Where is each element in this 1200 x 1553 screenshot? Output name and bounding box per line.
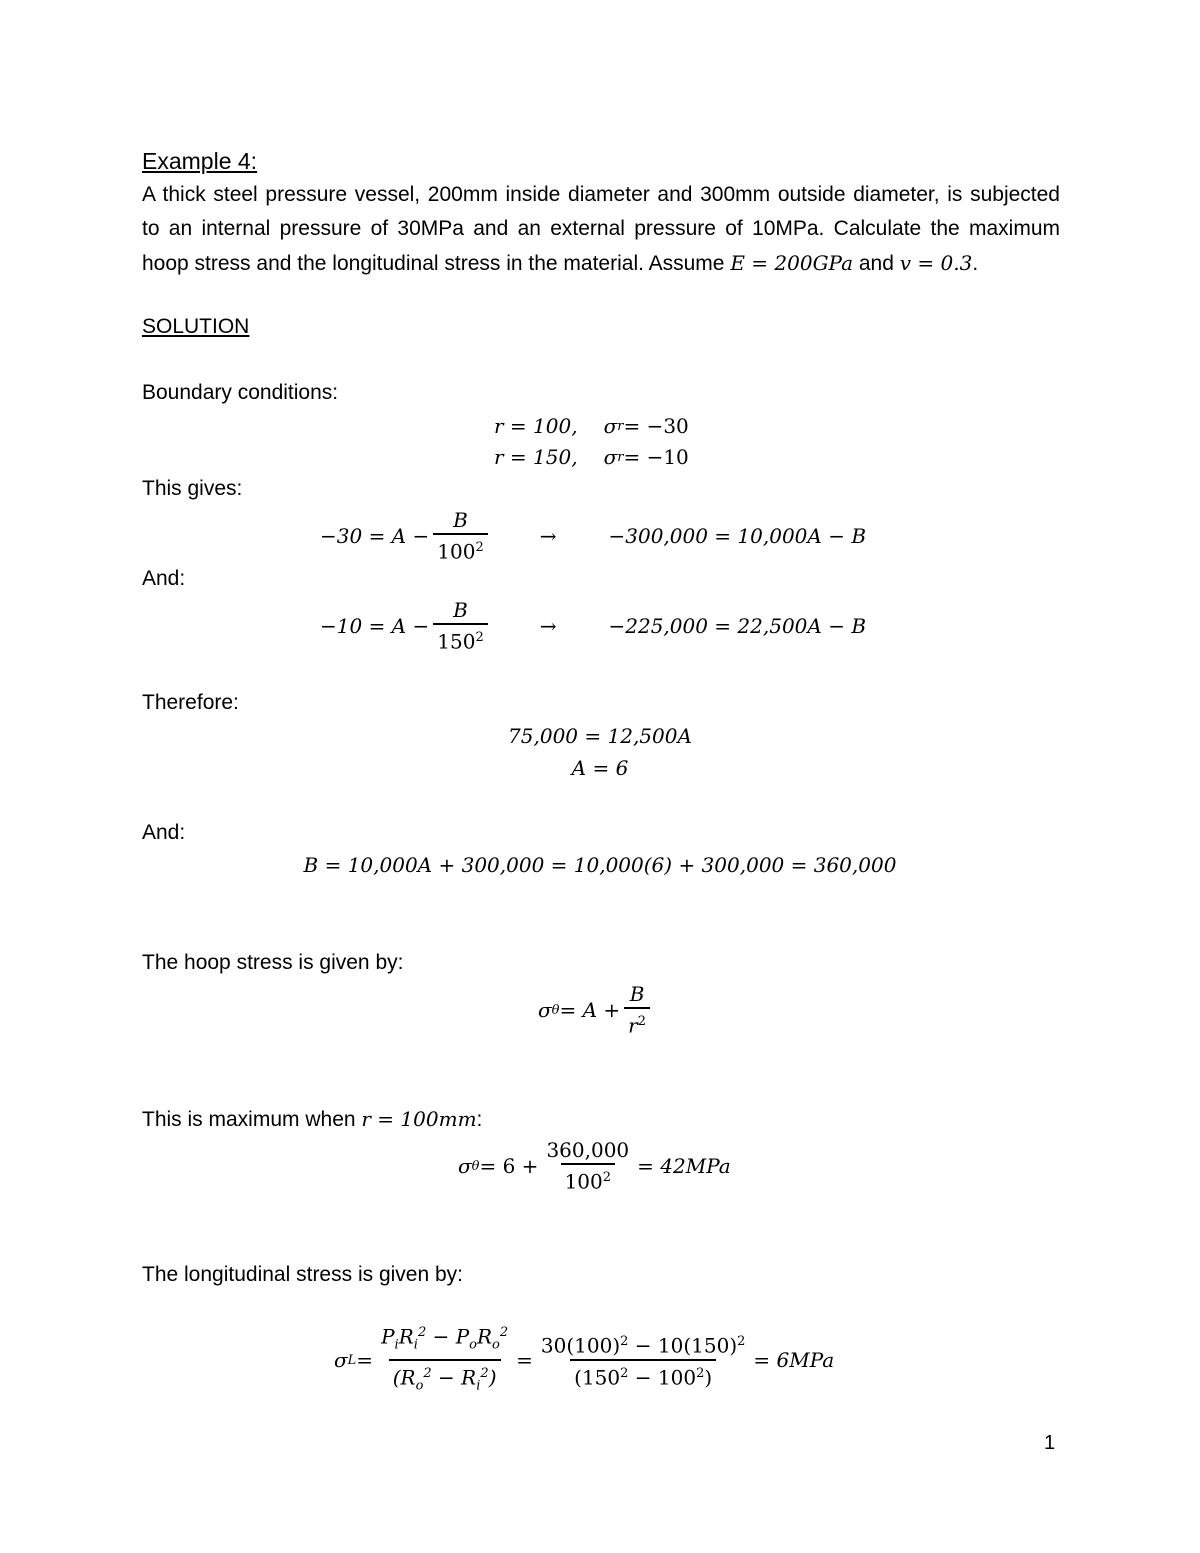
eq7-den-ri: − R	[431, 1365, 477, 1390]
eq7-d2a: (150	[574, 1365, 621, 1390]
bc-row-1-sub: r	[617, 418, 624, 434]
page-number: 1	[1044, 1432, 1056, 1454]
eq7-po-sub: o	[469, 1338, 477, 1353]
eq2-lhs: −10 = A −	[320, 614, 430, 638]
eq2-fraction	[433, 597, 487, 655]
eq5-den: r	[628, 1013, 638, 1038]
eq7-ri: R	[398, 1325, 414, 1349]
eq7-den-1	[389, 1359, 501, 1400]
eq5-num: B	[629, 982, 645, 1007]
eq2-den-exp: 2	[475, 630, 484, 646]
eq1-num: B	[453, 508, 468, 533]
problem-statement	[142, 178, 1060, 281]
eq5-sub: θ	[551, 1002, 560, 1018]
eq6-mid: = 6 +	[479, 1154, 539, 1178]
equation-4	[0, 848, 1200, 882]
maximum-label	[142, 1102, 482, 1137]
equation-7	[334, 1322, 834, 1398]
eq1-rhs: −300,000 = 10,000A − B	[608, 524, 867, 548]
eq2-rhs: −225,000 = 22,500A − B	[608, 614, 867, 638]
equation-3a	[0, 720, 1200, 752]
eq5-den-exp: 2	[637, 1014, 647, 1030]
eq7-n2a-exp: 2	[620, 1334, 629, 1350]
eq6-sigma: σ	[458, 1154, 472, 1178]
eq7-eq-2: =	[516, 1348, 533, 1372]
eq7-d2a-exp: 2	[620, 1366, 629, 1381]
therefore-label: Therefore:	[142, 691, 239, 714]
and-label-2: And:	[142, 821, 186, 844]
eq7-pi-sub: i	[394, 1338, 399, 1353]
bc-row-1-sigma: σ	[603, 414, 618, 438]
eq1-den-exp: 2	[475, 540, 484, 556]
and-label-1: And:	[142, 567, 186, 590]
problem-line-3-text: hoop stress and the longitudinal stress in the material. Assume	[142, 252, 731, 275]
eq3-line-2: A = 6	[571, 756, 629, 780]
eq5-sigma: σ	[538, 998, 552, 1022]
bc-row-2-r: r = 150,	[494, 445, 578, 469]
bc-row-2-sub: r	[617, 449, 624, 465]
eq2-arrow: →	[539, 614, 557, 638]
eq6-den: 100	[564, 1169, 603, 1194]
eq6-rhs: = 42MPa	[637, 1154, 731, 1178]
eq1-arrow: →	[539, 524, 557, 548]
problem-line-3-end: .	[972, 252, 979, 275]
eq7-po: − P	[426, 1325, 470, 1349]
eq6-fraction	[542, 1137, 633, 1195]
eq7-den-2	[570, 1359, 716, 1391]
eq7-ri-exp: 2	[417, 1325, 427, 1341]
eq7-fraction-1	[377, 1320, 512, 1399]
eq7-sub: L	[347, 1352, 357, 1368]
eq7-den-ri-sub: i	[476, 1378, 481, 1394]
gives-label: This gives:	[142, 477, 243, 500]
eq7-den-ro: (R	[392, 1365, 416, 1390]
maximum-text: This is maximum when	[142, 1108, 362, 1131]
eq7-den-ri-exp: 2	[480, 1366, 489, 1381]
eq6-den-exp: 2	[602, 1170, 612, 1186]
eq7-den-close: )	[488, 1365, 497, 1390]
eq7-num-2	[537, 1329, 750, 1359]
maximum-eq: r = 100mm	[361, 1107, 477, 1131]
eq7-sigma: σ	[334, 1348, 348, 1372]
eq7-ri-sub: i	[413, 1338, 418, 1353]
eq7-n2b: − 10(150)	[628, 1334, 738, 1358]
eq7-eq: =	[356, 1348, 374, 1372]
bc-row-1	[494, 410, 689, 442]
youngs-modulus: E = 200GPa	[730, 251, 854, 275]
eq4-text: B = 10,000A + 300,000 = 10,000(6) + 300,000 = 360,000	[303, 853, 897, 877]
equation-3b	[0, 752, 1200, 784]
eq3-line-1: 75,000 = 12,500A	[508, 724, 692, 748]
longitudinal-label: The longitudinal stress is given by:	[142, 1263, 463, 1286]
maximum-end: :	[476, 1108, 483, 1131]
eq5-fraction	[624, 981, 650, 1039]
eq6-num: 360,000	[546, 1138, 630, 1163]
eq1-fraction	[433, 507, 487, 565]
eq7-pi: P	[381, 1325, 395, 1349]
problem-line-3-and: and	[853, 252, 900, 275]
bc-row-1-value: = −30	[623, 414, 689, 438]
eq5-mid: = A +	[559, 998, 621, 1022]
eq7-d2b-exp: 2	[696, 1366, 705, 1381]
eq7-d2b: − 100	[628, 1365, 697, 1390]
solution-label: SOLUTION	[142, 315, 250, 338]
boundary-label: Boundary conditions:	[142, 381, 339, 404]
eq7-num-1	[377, 1320, 512, 1359]
eq2-den: 150	[437, 629, 476, 654]
eq1-den: 100	[437, 539, 476, 564]
bc-row-1-r: r = 100,	[494, 414, 578, 438]
eq7-ro-sub: o	[492, 1338, 500, 1353]
eq7-ro-exp: 2	[499, 1325, 509, 1341]
eq1-lhs: −30 = A −	[320, 524, 430, 548]
eq7-den-ro-sub: o	[415, 1378, 424, 1394]
equation-1	[320, 506, 866, 566]
example-heading: Example 4:	[142, 148, 258, 174]
eq7-d2c: )	[704, 1365, 713, 1390]
eq7-n2b-exp: 2	[737, 1334, 746, 1350]
eq7-n2a: 30(100)	[540, 1334, 621, 1358]
eq2-num: B	[453, 598, 468, 623]
problem-line-3	[142, 246, 1060, 281]
bc-row-2-value: = −10	[623, 445, 689, 469]
equation-2	[320, 596, 866, 656]
eq7-den-ro-exp: 2	[423, 1366, 432, 1381]
poisson-ratio: v = 0.3	[899, 251, 973, 275]
equation-6	[458, 1136, 731, 1196]
bc-row-2	[494, 441, 689, 473]
eq7-ro: R	[476, 1325, 493, 1349]
equation-5	[538, 980, 654, 1040]
eq7-rhs: = 6MPa	[753, 1348, 835, 1372]
eq7-fraction-2	[537, 1329, 750, 1390]
problem-line-1: A thick steel pressure vessel, 200mm inside diameter and 300mm outside diameter, is subjected	[142, 183, 1060, 206]
bc-row-2-sigma: σ	[603, 445, 618, 469]
hoop-label: The hoop stress is given by:	[142, 951, 404, 974]
eq6-sub: θ	[471, 1158, 480, 1174]
problem-line-2: to an internal pressure of 30MPa and an external pressure of 10MPa. Calculate the maximum	[142, 217, 1060, 240]
